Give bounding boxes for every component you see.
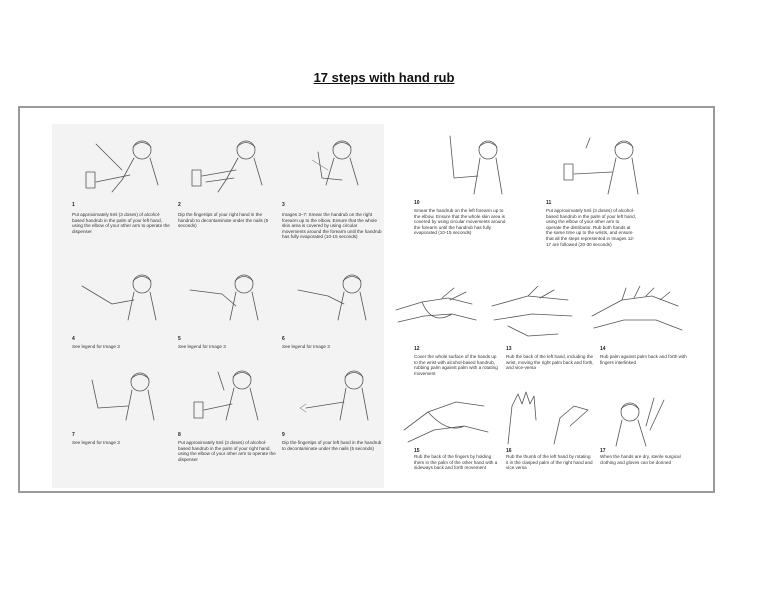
- surgeon-dry-hands-illustration: [594, 390, 690, 448]
- surgeon-fingertips-illustration: [282, 360, 382, 430]
- step-number: 8: [178, 432, 181, 438]
- step-number: 2: [178, 202, 181, 208]
- step-caption: Rub palm against palm back and forth with fingers interlinked: [600, 354, 687, 365]
- step-number: 6: [282, 336, 285, 342]
- hands-palm-to-palm-illustration: [392, 286, 484, 346]
- surgeon-forearm-illustration: [72, 360, 172, 430]
- step-15: [398, 390, 494, 452]
- step-caption: See legend for Image 3: [72, 344, 120, 349]
- step-caption: See legend for Image 3: [178, 344, 226, 349]
- page-title: 17 steps with hand rub: [313, 70, 455, 85]
- step-number: 9: [282, 432, 285, 438]
- step-17: [594, 390, 690, 452]
- step-caption: See legend for Image 3: [282, 344, 330, 349]
- step-caption: Rub the back of the left hand, including the wrist, moving the right palm back and forth, and vice-versa: [506, 354, 594, 371]
- step-number: 5: [178, 336, 181, 342]
- step-caption: When the hands are dry, sterile surgical clothing and gloves can be donned: [600, 454, 681, 465]
- step-number: 16: [506, 448, 512, 454]
- step-caption: Put approximately 5ml (3 doses) of alcohol-based handrub in the palm of your left hand, using the elbow of your other arm to operate the dispenser: [72, 212, 170, 234]
- step-number: 17: [600, 448, 606, 454]
- hands-fingers-interlinked-illustration: [582, 286, 692, 346]
- step-14: [582, 286, 692, 352]
- step-13: [488, 286, 580, 352]
- step-caption: Smear the handrub on the left forearm up to the elbow. Ensure that the whole skin area is covered by using circular movements around the forearm until the handrub has fully evaporated (10-15 seconds): [414, 208, 506, 236]
- surgeon-forearm-illustration: [414, 128, 534, 200]
- step-number: 14: [600, 346, 606, 352]
- step-number: 3: [282, 202, 285, 208]
- step-caption: Dip the fingertips of your left hand in the handrub to decontaminate under the nails (5 seconds): [282, 440, 382, 451]
- step-caption: Cover the whole surface of the hands up to the wrist with alcohol-based handrub, rubbing palm against palm with a rotating movement: [414, 354, 498, 376]
- step-caption: Put approximately 5ml (3 doses) of alcohol-based handrub in the palm of your left hand, using the elbow of your other arm to operate the distributor. Rub both hands at the same time up to the wrists, and ensure that all the steps represented in Images 12-17 are followed (20-30 seconds): [546, 208, 636, 247]
- step-12: [392, 286, 484, 352]
- surgeon-dispenser-illustration: [546, 128, 666, 200]
- surgeon-forearm-illustration: [282, 260, 382, 332]
- hands-back-of-hand-illustration: [488, 286, 580, 346]
- hands-thumb-rub-illustration: [500, 390, 592, 448]
- surgeon-dispenser-illustration: [178, 360, 278, 430]
- step-11: [546, 128, 666, 208]
- step-8: [178, 360, 278, 440]
- surgeon-fingertips-illustration: [178, 130, 278, 200]
- step-number: 10: [414, 200, 420, 206]
- surgeon-dispenser-illustration: [72, 130, 172, 200]
- step-number: 11: [546, 200, 552, 206]
- step-number: 7: [72, 432, 75, 438]
- hand-rub-infographic: [18, 106, 715, 493]
- step-number: 1: [72, 202, 75, 208]
- step-caption: Rub the back of the fingers by holding them in the palm of the other hand with a sideways back and forth movement: [414, 454, 498, 471]
- surgeon-forearm-illustration: [282, 130, 382, 200]
- step-9: [282, 360, 382, 440]
- step-caption: See legend for Image 3: [72, 440, 120, 445]
- surgeon-forearm-illustration: [72, 260, 172, 332]
- step-number: 13: [506, 346, 512, 352]
- step-caption: Images 3–7: Smear the handrub on the right forearm up to the elbow. Ensure that the whole skin area is covered by using circular movements around the forearm until the handrub has fully evaporated (10-15 seconds): [282, 212, 382, 240]
- step-6: [282, 260, 382, 340]
- step-2: [178, 130, 278, 210]
- step-4: [72, 260, 172, 340]
- step-7: [72, 360, 172, 440]
- step-1: [72, 130, 172, 210]
- hands-back-of-fingers-illustration: [398, 390, 494, 448]
- step-caption: Put approximately 5ml (3 doses) of alcohol-based handrub in the palm of your right hand, using the elbow of your other arm to operate the dispenser: [178, 440, 276, 462]
- step-number: 4: [72, 336, 75, 342]
- step-5: [178, 260, 278, 340]
- step-number: 15: [414, 448, 420, 454]
- step-3: [282, 130, 382, 210]
- step-10: [414, 128, 534, 208]
- step-caption: Dip the fingertips of your right hand in the handrub to decontaminate under the nails (5 seconds): [178, 212, 269, 229]
- step-caption: Rub the thumb of the left hand by rotating it in the clasped palm of the right hand and vice versa: [506, 454, 593, 471]
- step-16: [500, 390, 592, 452]
- surgeon-forearm-illustration: [178, 260, 278, 332]
- step-number: 12: [414, 346, 420, 352]
